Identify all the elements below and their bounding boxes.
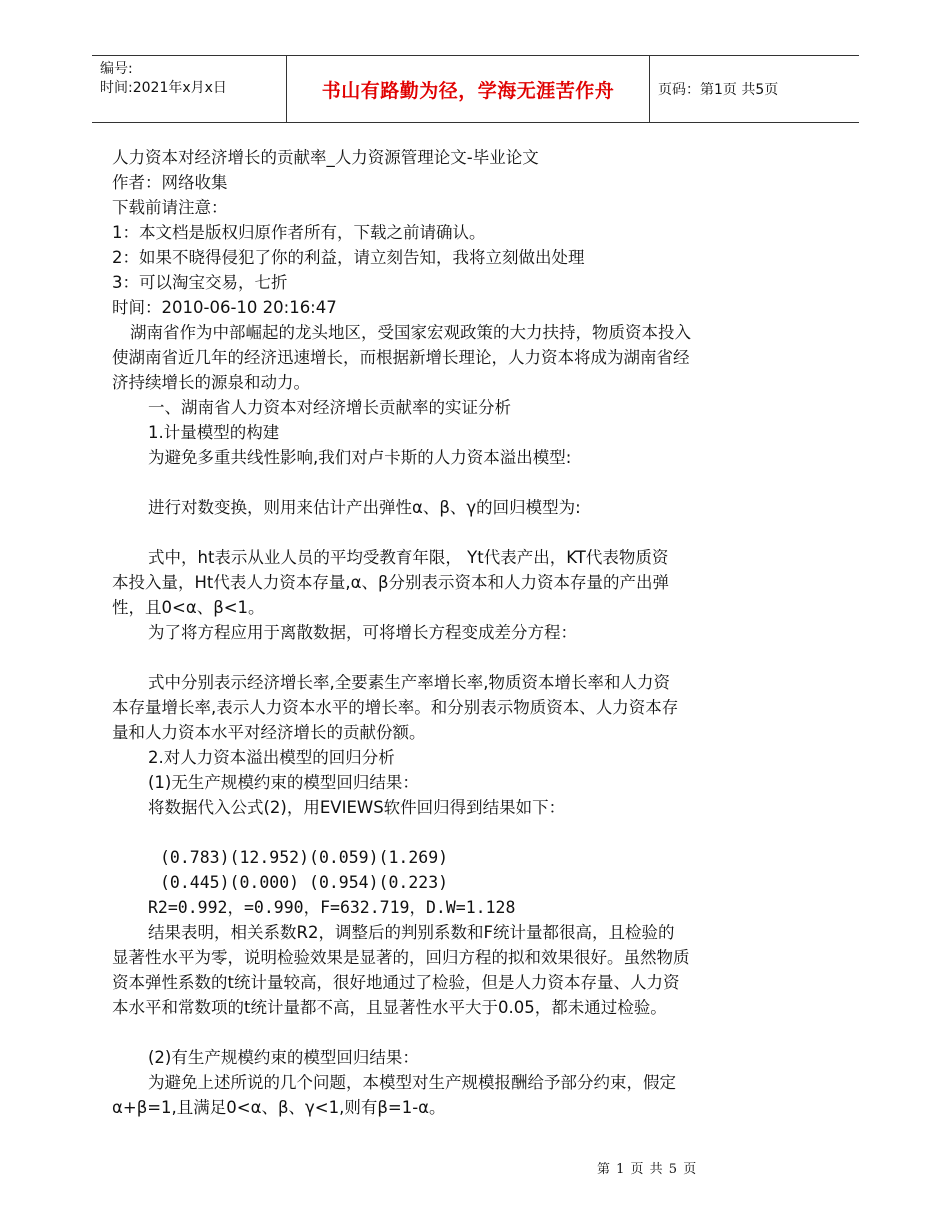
paragraph-9-line-1: 为避免上述所说的几个问题，本模型对生产规模报酬给予部分约束，假定 [148, 1073, 676, 1092]
paragraph-1-line-3: 济持续增长的源泉和动力。 [112, 373, 310, 392]
blank-line [112, 1020, 772, 1045]
doc-author: 作者：网络收集 [112, 173, 228, 192]
equation-placeholder-1 [112, 470, 772, 495]
header-motto: 书山有路勤为径，学海无涯苦作舟 [286, 56, 650, 122]
header-meta [100, 60, 227, 98]
subsection-heading-2-1: (1)无生产规模约束的模型回归结果： [148, 773, 419, 792]
equation-placeholder-2 [112, 520, 772, 545]
document-body [112, 145, 772, 1120]
notice-item-1: 1：本文档是版权归原作者所有，下载之前请确认。 [112, 223, 486, 242]
notice-item-3: 3：可以淘宝交易，七折 [112, 273, 288, 292]
paragraph-8-line-3: 资本弹性系数的t统计量较高，很好地通过了检验，但是人力资本存量、人力资 [112, 973, 680, 992]
paragraph-8-line-1: 结果表明，相关系数R2，调整后的判别系数和F统计量都很高，且检验的 [148, 923, 675, 942]
header-page-info: 页码：第1页 共5页 [658, 82, 779, 98]
page-footer: 第 1 页 共 5 页 [597, 1162, 698, 1177]
equation-placeholder-4 [112, 820, 772, 845]
paragraph-8-line-4: 本水平和常数项的t统计量都不高，且显著性水平大于0.05，都未通过检验。 [112, 998, 667, 1017]
paragraph-3: 进行对数变换，则用来估计产出弹性α、β、γ的回归模型为: [148, 498, 581, 517]
doc-title: 人力资本对经济增长的贡献率_人力资源管理论文-毕业论文 [112, 148, 539, 167]
paragraph-9-line-2: α+β=1,且满足0<α、β、γ<1,则有β=1-α。 [112, 1098, 446, 1117]
subsection-heading-2-2: (2)有生产规模约束的模型回归结果： [148, 1048, 419, 1067]
paragraph-7: 将数据代入公式(2)，用EVIEWS软件回归得到结果如下： [148, 798, 566, 817]
regression-stats-1: (0.783)(12.952)(0.059)(1.269) [160, 848, 449, 867]
paragraph-6-line-1: 式中分别表示经济增长率,全要素生产率增长率,物质资本增长率和人力资 [148, 673, 670, 692]
header-table [92, 55, 859, 123]
notice-item-2: 2：如果不晓得侵犯了你的利益，请立刻告知，我将立刻做出处理 [112, 248, 585, 267]
paragraph-6-line-2: 本存量增长率,表示人力资本水平的增长率。和分别表示物质资本、人力资本存 [112, 698, 679, 717]
paragraph-1-line-1: 湖南省作为中部崛起的龙头地区，受国家宏观政策的大力扶持，物质资本投入 [130, 323, 691, 342]
equation-placeholder-3 [112, 645, 772, 670]
paragraph-4-line-1: 式中，ht表示从业人员的平均受教育年限， Yt代表产出，KT代表物质资 [148, 548, 669, 567]
doc-time: 时间：2010-06-10 20:16:47 [112, 298, 337, 317]
regression-stats-3: R2=0.992，=0.990，F=632.719，D.W=1.128 [148, 898, 516, 917]
regression-stats-2: (0.445)(0.000) (0.954)(0.223) [160, 873, 449, 892]
paragraph-2: 为避免多重共线性影响,我们对卢卡斯的人力资本溢出模型: [148, 448, 572, 467]
paragraph-1-line-2: 使湖南省近几年的经济迅速增长，而根据新增长理论，人力资本将成为湖南省经 [112, 348, 690, 367]
notice-heading: 下载前请注意： [112, 198, 228, 217]
section-heading-1: 一、湖南省人力资本对经济增长贡献率的实证分析 [148, 398, 511, 417]
paragraph-8-line-2: 显著性水平为零，说明检验效果是显著的，回归方程的拟和效果很好。虽然物质 [112, 948, 690, 967]
section-heading-2: 2.对人力资本溢出模型的回归分析 [148, 748, 395, 767]
time-label: 时间:2021年x月x日 [100, 80, 227, 96]
paragraph-4-line-3: 性，且0<α、β<1。 [112, 598, 265, 617]
paragraph-6-line-3: 量和人力资本水平对经济增长的贡献份额。 [112, 723, 426, 742]
paragraph-5: 为了将方程应用于离散数据，可将增长方程变成差分方程： [148, 623, 577, 642]
subsection-heading-1-1: 1.计量模型的构建 [148, 423, 280, 442]
number-label: 编号: [100, 61, 133, 77]
paragraph-4-line-2: 本投入量，Ht代表人力资本存量,α、β分别表示资本和人力资本存量的产出弹 [112, 573, 670, 592]
